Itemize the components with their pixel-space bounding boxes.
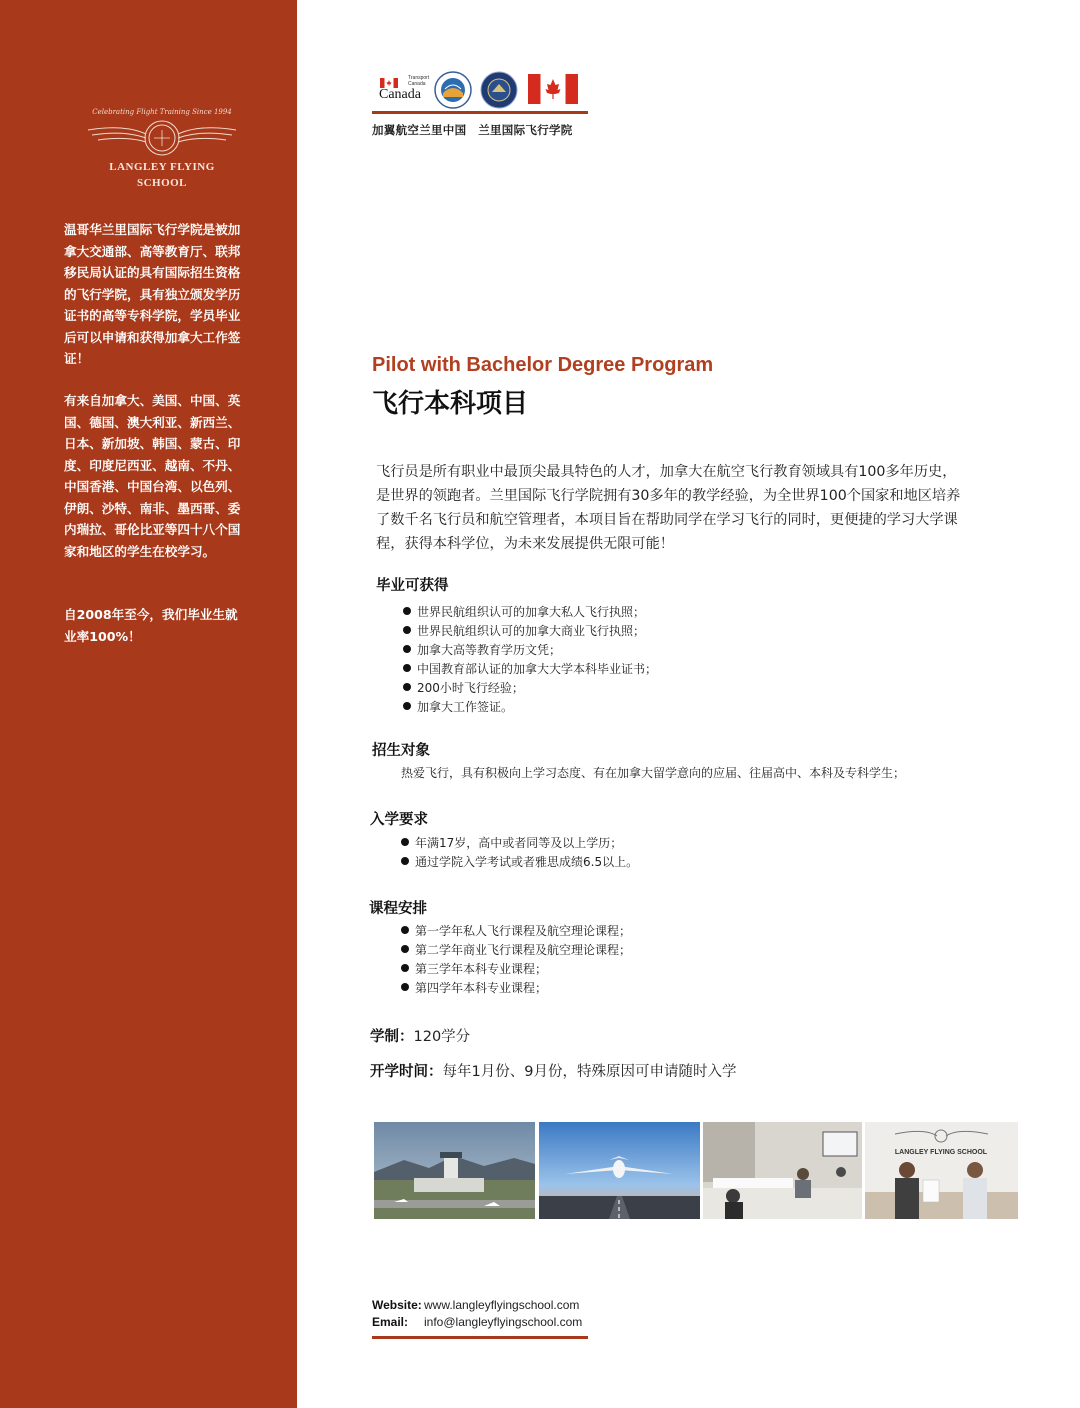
header-rule [372, 111, 588, 114]
list-item: 200小时飞行经验； [403, 679, 657, 698]
bullet-icon [401, 945, 409, 953]
school-logo [82, 108, 242, 190]
website-link[interactable]: www.langleyflyingschool.com [424, 1298, 580, 1312]
footer-rule [372, 1336, 588, 1339]
list-item: 世界民航组织认可的加拿大商业飞行执照； [403, 622, 657, 641]
photo-sign-text: LANGLEY FLYING SCHOOL [894, 1149, 988, 1156]
start-time-row [370, 1060, 736, 1081]
bullet-icon [403, 626, 411, 634]
bullet-icon [401, 857, 409, 865]
website-row [372, 1298, 579, 1312]
list-item: 第三学年本科专业课程； [401, 960, 631, 979]
program-title-en: Pilot with Bachelor Degree Program [372, 354, 714, 376]
list-item: 第一学年私人飞行课程及航空理论课程； [401, 922, 631, 941]
duration-value: 120学分 [413, 1029, 471, 1045]
program-title-cn: 飞行本科项目 [372, 389, 529, 419]
duration-label: 学制： [370, 1029, 414, 1045]
airport-photo [374, 1122, 535, 1219]
sidebar-employment-text: 自2008年至今，我们毕业生就业率100%！ [64, 607, 238, 644]
website-label: Website: [372, 1298, 422, 1312]
header-subtitle: 加翼航空兰里中国 兰里国际飞行学院 [372, 123, 573, 137]
start-time-value: 每年1月份、9月份，特殊原因可申请随时入学 [442, 1064, 737, 1080]
bullet-icon [401, 926, 409, 934]
email-label: Email: [372, 1315, 409, 1329]
bullet-icon [403, 664, 411, 672]
graduation-list [403, 603, 657, 717]
bullet-icon [401, 964, 409, 972]
accreditation-logos [372, 70, 592, 110]
list-item: 加拿大高等教育学历文凭； [403, 641, 657, 660]
transport-canada-text: Transport Canada [408, 75, 430, 87]
education-seal-icon [434, 71, 472, 109]
students-certificate-photo [865, 1122, 1018, 1219]
list-item: 年满17岁，高中或者同等及以上学历； [401, 834, 638, 853]
bullet-icon [401, 838, 409, 846]
canada-wordmark: Canada [379, 87, 421, 102]
duration-row [370, 1025, 470, 1046]
bullet-icon [401, 983, 409, 991]
bullet-icon [403, 645, 411, 653]
program-intro: 飞行员是所有职业中最顶尖最具特色的人才，加拿大在航空飞行教育领域具有100多年历史，是世界的领跑者。兰里国际飞行学院拥有30多年的教学经验，为全世界100个国家和地区培养了数千名飞行员和航空管理者，本项目旨在帮助同学在学习飞行的同时，更便捷的学习大学课程，获得本科学位，为未来发展提供无限可能！ [376, 464, 961, 552]
logo-tagline: Celebrating Flight Training Since 1994 [92, 108, 232, 116]
airplane-takeoff-photo [539, 1122, 700, 1219]
curriculum-list [401, 922, 631, 998]
curriculum-title: 课程安排 [369, 901, 427, 917]
admission-title: 入学要求 [370, 812, 428, 828]
list-item: 通过学院入学考试或者雅思成绩6.5以上。 [401, 853, 638, 872]
list-item: 世界民航组织认可的加拿大私人飞行执照； [403, 603, 657, 622]
sidebar [0, 0, 297, 1408]
logo-name-line1: LANGLEY FLYING [109, 161, 215, 173]
quality-seal-icon [480, 71, 518, 109]
start-time-label: 开学时间： [370, 1064, 443, 1080]
email-link[interactable]: info@langleyflyingschool.com [424, 1315, 583, 1329]
sidebar-countries-text: 有来自加拿大、美国、中国、英国、德国、澳大利亚、新西兰、日本、新加坡、韩国、蒙古、印度、印度尼西亚、越南、不丹、中国香港、中国台湾、以色列、伊朗、沙特、南非、墨西哥、委内瑞拉、哥伦比亚等四十八个国家和地区的学生在校学习。 [64, 393, 241, 559]
audience-title: 招生对象 [372, 743, 430, 759]
wings-emblem-icon [84, 118, 240, 158]
list-item: 第四学年本科专业课程； [401, 979, 631, 998]
bullet-icon [403, 702, 411, 710]
graduation-title: 毕业可获得 [376, 578, 449, 594]
classroom-photo [703, 1122, 862, 1219]
email-row [372, 1315, 582, 1329]
list-item: 中国教育部认证的加拿大大学本科毕业证书； [403, 660, 657, 679]
sidebar-intro-text: 温哥华兰里国际飞行学院是被加拿大交通部、高等教育厅、联邦移民局认证的具有国际招生资格的飞行学院，具有独立颁发学历证书的高等专科学院，学员毕业后可以申请和获得加拿大工作签证！ [64, 222, 241, 366]
bullet-icon [403, 683, 411, 691]
logo-name-line2: SCHOOL [136, 177, 188, 189]
admission-list [401, 834, 638, 872]
list-item: 第二学年商业飞行课程及航空理论课程； [401, 941, 631, 960]
list-item: 加拿大工作签证。 [403, 698, 657, 717]
canada-flag-icon [528, 74, 578, 108]
audience-text: 热爱飞行，具有积极向上学习态度、有在加拿大留学意向的应届、往届高中、本科及专科学生； [401, 766, 906, 780]
bullet-icon [403, 607, 411, 615]
